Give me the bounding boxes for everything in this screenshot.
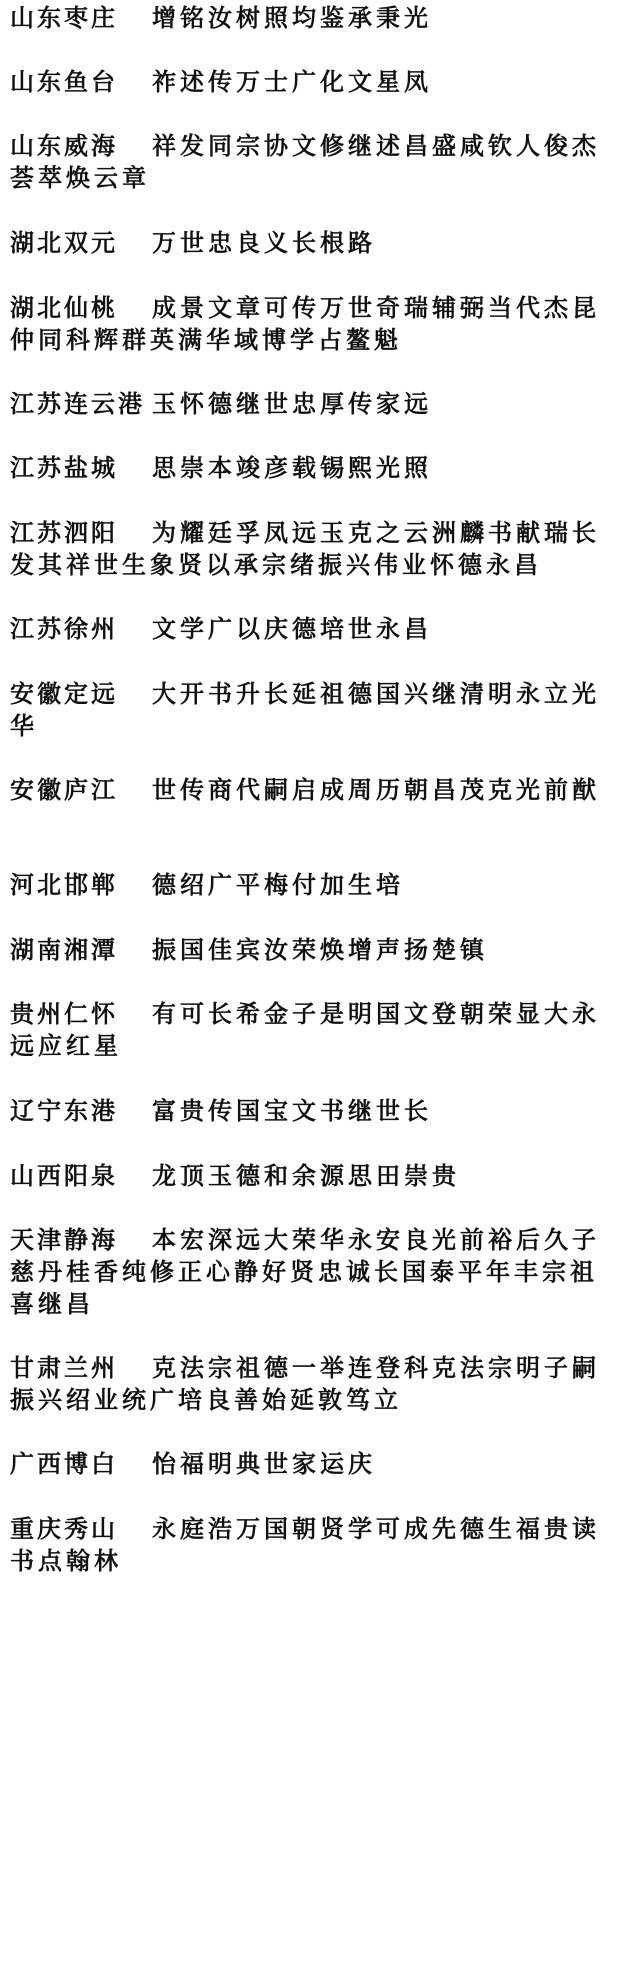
entry-place: 甘肃兰州: [10, 1353, 118, 1382]
entry-chars: 德绍广平梅付加生培: [152, 870, 404, 899]
entry-place: 湖南湘潭: [10, 935, 118, 964]
entry-chars: 克法宗祖德一举连登科克法宗明子嗣振兴绍业统广培良善始延敦笃立: [10, 1353, 600, 1414]
entry-place: 江苏连云港: [10, 389, 145, 418]
entry-place: 湖北仙桃: [10, 293, 118, 322]
entry-place: 安徽定远: [10, 679, 118, 708]
entry-chars: 思崇本竣彦载锡熙光照: [152, 453, 432, 482]
entry-place: 江苏泗阳: [10, 518, 118, 547]
entry-place: 山东威海: [10, 131, 118, 160]
entry-chars: 有可长希金子是明国文登朝荣显大永远应红星: [10, 999, 600, 1060]
entry-place: 江苏盐城: [10, 453, 118, 482]
entry-place: 湖北双元: [10, 228, 118, 257]
entry-chongqing-xiushan: [10, 1513, 620, 1577]
entry-guangxi-bobai: [10, 1448, 620, 1480]
entry-chars: 振国佳宾汝荣焕增声扬楚镇: [152, 935, 488, 964]
entry-chars: 永庭浩万国朝贤学可成先德生福贵读书点翰林: [10, 1514, 600, 1575]
entry-jiangsu-xuzhou: [10, 613, 620, 645]
entry-place: 河北邯郸: [10, 870, 118, 899]
entry-hebei-handan: [10, 869, 620, 901]
entry-shandong-yutai: [10, 66, 620, 98]
entry-chars: 文学广以庆德培世永昌: [152, 614, 432, 643]
entry-chars: 龙顶玉德和余源思田崇贵: [152, 1161, 460, 1190]
entry-chars: 增铭汝树照均鉴承秉光: [152, 3, 432, 32]
entry-chars: 富贵传国宝文书继世长: [152, 1096, 432, 1125]
entry-anhui-lujiang: [10, 774, 620, 806]
entry-chars: 世传商代嗣启成周历朝昌茂克光前猷: [152, 775, 600, 804]
entry-place: 贵州仁怀: [10, 999, 118, 1028]
entry-hunan-xiangtan: [10, 934, 620, 966]
entry-anhui-dingyuan: [10, 678, 620, 742]
entry-chars: 祥发同宗协文修继述昌盛咸钦人俊杰荟萃焕云章: [10, 131, 600, 192]
entry-place: 天津静海: [10, 1225, 118, 1254]
entry-shandong-zaozhuang: [10, 2, 620, 34]
entry-chars: 玉怀德继世忠厚传家远: [152, 389, 432, 418]
entry-place: 重庆秀山: [10, 1514, 118, 1543]
entry-hubei-shuangyuan: [10, 227, 620, 259]
entry-tianjin-jinghai: [10, 1224, 620, 1320]
entry-place: 广西博白: [10, 1449, 118, 1478]
entry-place: 山西阳泉: [10, 1161, 118, 1190]
entry-place: 江苏徐州: [10, 614, 118, 643]
entry-guizhou-renhuai: [10, 998, 620, 1062]
entry-shanxi-yangquan: [10, 1160, 620, 1192]
entry-chars: 大开书升长延祖德国兴继清明永立光华: [10, 679, 600, 740]
entry-chars: 本宏深远大荣华永安良光前裕后久子慈丹桂香纯修正心静好贤忠诚长国泰平年丰宗祖喜继昌: [10, 1225, 600, 1318]
entry-chars: 祚述传万士广化文星凤: [152, 67, 432, 96]
entry-shandong-weihai: [10, 130, 620, 194]
entry-gansu-lanzhou: [10, 1352, 620, 1416]
entry-place: 山东枣庄: [10, 3, 118, 32]
entry-chars: 成景文章可传万世奇瑞辅弼当代杰昆仲同科辉群英满华域博学占鳌魁: [10, 293, 600, 354]
entry-hubei-xiantao: [10, 292, 620, 356]
entry-chars: 万世忠良义长根路: [152, 228, 376, 257]
entry-jiangsu-lianyungang: [10, 388, 620, 420]
entry-chars: 为耀廷孚凤远玉克之云洲麟书献瑞长发其祥世生象贤以承宗绪振兴伟业怀德永昌: [10, 518, 600, 579]
entry-jiangsu-yancheng: [10, 452, 620, 484]
entry-place: 安徽庐江: [10, 775, 118, 804]
entry-place: 辽宁东港: [10, 1096, 118, 1125]
entry-chars: 怡福明典世家运庆: [152, 1449, 376, 1478]
entry-jiangsu-siyang: [10, 517, 620, 581]
entry-liaoning-donggang: [10, 1095, 620, 1127]
entry-place: 山东鱼台: [10, 67, 118, 96]
